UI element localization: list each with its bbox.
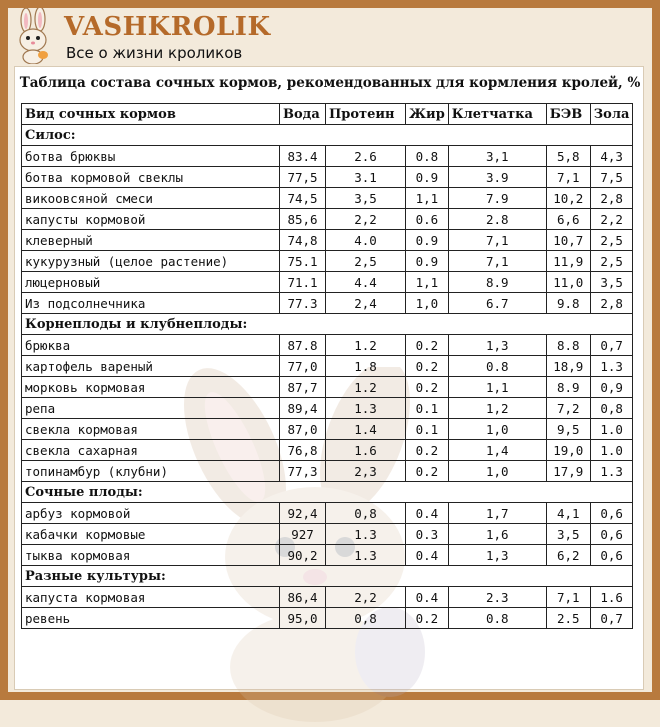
value-cell: 0.6 bbox=[406, 209, 449, 230]
value-cell: 0.2 bbox=[406, 335, 449, 356]
feed-name-cell: викоовсяной смеси bbox=[22, 188, 280, 209]
value-cell: 77,5 bbox=[280, 167, 326, 188]
table-row bbox=[22, 398, 633, 419]
feed-name-cell: ботва брюквы bbox=[22, 146, 280, 167]
value-cell: 7,2 bbox=[546, 398, 590, 419]
value-cell: 0.8 bbox=[448, 356, 546, 377]
value-cell: 1.4 bbox=[326, 419, 406, 440]
value-cell: 95,0 bbox=[280, 608, 326, 629]
value-cell: 74,5 bbox=[280, 188, 326, 209]
value-cell: 1,2 bbox=[448, 398, 546, 419]
table-row bbox=[22, 545, 633, 566]
value-cell: 2,5 bbox=[590, 230, 633, 251]
feed-name-cell: арбуз кормовой bbox=[22, 503, 280, 524]
value-cell: 1,0 bbox=[448, 461, 546, 482]
value-cell: 4.4 bbox=[326, 272, 406, 293]
value-cell: 3.9 bbox=[448, 167, 546, 188]
feed-name-cell: ревень bbox=[22, 608, 280, 629]
value-cell: 0.8 bbox=[448, 608, 546, 629]
value-cell: 7,1 bbox=[546, 167, 590, 188]
value-cell: 2.3 bbox=[448, 587, 546, 608]
bunny-logo-icon[interactable] bbox=[10, 8, 58, 64]
value-cell: 10,7 bbox=[546, 230, 590, 251]
value-cell: 0.4 bbox=[406, 545, 449, 566]
value-cell: 1,7 bbox=[448, 503, 546, 524]
value-cell: 0,8 bbox=[326, 503, 406, 524]
value-cell: 1.8 bbox=[326, 356, 406, 377]
value-cell: 0.8 bbox=[406, 146, 449, 167]
value-cell: 1.3 bbox=[590, 356, 633, 377]
table-row bbox=[22, 293, 633, 314]
value-cell: 3.1 bbox=[326, 167, 406, 188]
value-cell: 7,1 bbox=[448, 230, 546, 251]
value-cell: 77,0 bbox=[280, 356, 326, 377]
table-row bbox=[22, 440, 633, 461]
value-cell: 0,7 bbox=[590, 608, 633, 629]
feed-name-cell: тыква кормовая bbox=[22, 545, 280, 566]
value-cell: 3,5 bbox=[326, 188, 406, 209]
value-cell: 1.3 bbox=[590, 461, 633, 482]
feed-name-cell: люцерновый bbox=[22, 272, 280, 293]
value-cell: 2,2 bbox=[590, 209, 633, 230]
feed-name-cell: репа bbox=[22, 398, 280, 419]
table-header-row bbox=[22, 104, 633, 125]
feed-name-cell: картофель вареный bbox=[22, 356, 280, 377]
value-cell: 9,5 bbox=[546, 419, 590, 440]
value-cell: 74,8 bbox=[280, 230, 326, 251]
table-row bbox=[22, 419, 633, 440]
table-row bbox=[22, 335, 633, 356]
section-heading: Корнеплоды и клубнеплоды: bbox=[22, 314, 633, 335]
value-cell: 6,2 bbox=[546, 545, 590, 566]
value-cell: 87,0 bbox=[280, 419, 326, 440]
table-row bbox=[22, 146, 633, 167]
value-cell: 75.1 bbox=[280, 251, 326, 272]
table-row bbox=[22, 524, 633, 545]
value-cell: 2,2 bbox=[326, 209, 406, 230]
value-cell: 1.0 bbox=[590, 440, 633, 461]
value-cell: 1,1 bbox=[448, 377, 546, 398]
feed-name-cell: морковь кормовая bbox=[22, 377, 280, 398]
value-cell: 11,9 bbox=[546, 251, 590, 272]
feed-name-cell: клеверный bbox=[22, 230, 280, 251]
section-heading: Силос: bbox=[22, 125, 633, 146]
value-cell: 0,6 bbox=[590, 524, 633, 545]
value-cell: 1.2 bbox=[326, 377, 406, 398]
value-cell: 4,3 bbox=[590, 146, 633, 167]
table-body bbox=[22, 104, 633, 629]
value-cell: 1,6 bbox=[448, 524, 546, 545]
feed-name-cell: свекла сахарная bbox=[22, 440, 280, 461]
value-cell: 7.9 bbox=[448, 188, 546, 209]
table-row bbox=[22, 188, 633, 209]
value-cell: 2,3 bbox=[326, 461, 406, 482]
value-cell: 0.3 bbox=[406, 524, 449, 545]
site-header bbox=[8, 8, 652, 64]
feed-name-cell: свекла кормовая bbox=[22, 419, 280, 440]
column-header: Зола bbox=[590, 104, 633, 125]
value-cell: 17,9 bbox=[546, 461, 590, 482]
column-header: Клетчатка bbox=[448, 104, 546, 125]
value-cell: 1,0 bbox=[448, 419, 546, 440]
value-cell: 8.9 bbox=[546, 377, 590, 398]
value-cell: 0,6 bbox=[590, 545, 633, 566]
value-cell: 77,3 bbox=[280, 461, 326, 482]
value-cell: 0.2 bbox=[406, 461, 449, 482]
value-cell: 0.2 bbox=[406, 356, 449, 377]
value-cell: 2.8 bbox=[448, 209, 546, 230]
value-cell: 90,2 bbox=[280, 545, 326, 566]
value-cell: 7,5 bbox=[590, 167, 633, 188]
value-cell: 10,2 bbox=[546, 188, 590, 209]
value-cell: 87.8 bbox=[280, 335, 326, 356]
feed-name-cell: топинамбур (клубни) bbox=[22, 461, 280, 482]
feed-name-cell: кукурузный (целое растение) bbox=[22, 251, 280, 272]
content-card bbox=[14, 66, 644, 690]
section-row bbox=[22, 482, 633, 503]
site-tagline: Все о жизни кроликов bbox=[66, 44, 243, 62]
value-cell: 2,5 bbox=[326, 251, 406, 272]
value-cell: 0,8 bbox=[590, 398, 633, 419]
value-cell: 2,2 bbox=[326, 587, 406, 608]
feed-name-cell: ботва кормовой свеклы bbox=[22, 167, 280, 188]
value-cell: 3,5 bbox=[590, 272, 633, 293]
value-cell: 0,7 bbox=[590, 335, 633, 356]
value-cell: 2,5 bbox=[590, 251, 633, 272]
value-cell: 1.3 bbox=[326, 398, 406, 419]
table-row bbox=[22, 587, 633, 608]
value-cell: 2.5 bbox=[546, 608, 590, 629]
value-cell: 2,8 bbox=[590, 188, 633, 209]
brand-name[interactable]: VASHKROLIK bbox=[64, 12, 271, 42]
section-heading: Сочные плоды: bbox=[22, 482, 633, 503]
column-header: Вода bbox=[280, 104, 326, 125]
value-cell: 6,6 bbox=[546, 209, 590, 230]
table-row bbox=[22, 377, 633, 398]
table-row bbox=[22, 503, 633, 524]
value-cell: 1,1 bbox=[406, 272, 449, 293]
value-cell: 18,9 bbox=[546, 356, 590, 377]
value-cell: 1.3 bbox=[326, 524, 406, 545]
value-cell: 1,4 bbox=[448, 440, 546, 461]
value-cell: 11,0 bbox=[546, 272, 590, 293]
value-cell: 7,1 bbox=[448, 251, 546, 272]
value-cell: 0.1 bbox=[406, 419, 449, 440]
column-header: БЭВ bbox=[546, 104, 590, 125]
value-cell: 1.0 bbox=[590, 419, 633, 440]
value-cell: 92,4 bbox=[280, 503, 326, 524]
value-cell: 87,7 bbox=[280, 377, 326, 398]
table-title: Таблица состава сочных кормов, рекомендованных для кормления кролей, % bbox=[19, 75, 641, 91]
value-cell: 4,1 bbox=[546, 503, 590, 524]
value-cell: 1.2 bbox=[326, 335, 406, 356]
value-cell: 1,3 bbox=[448, 545, 546, 566]
value-cell: 83.4 bbox=[280, 146, 326, 167]
value-cell: 1,1 bbox=[406, 188, 449, 209]
value-cell: 0.9 bbox=[406, 167, 449, 188]
value-cell: 0.2 bbox=[406, 377, 449, 398]
value-cell: 1,0 bbox=[406, 293, 449, 314]
value-cell: 85,6 bbox=[280, 209, 326, 230]
column-header: Жир bbox=[406, 104, 449, 125]
value-cell: 86,4 bbox=[280, 587, 326, 608]
value-cell: 1.6 bbox=[590, 587, 633, 608]
value-cell: 1.3 bbox=[326, 545, 406, 566]
table-row bbox=[22, 167, 633, 188]
feed-name-cell: кабачки кормовые bbox=[22, 524, 280, 545]
value-cell: 0.9 bbox=[406, 230, 449, 251]
column-header: Вид сочных кормов bbox=[22, 104, 280, 125]
value-cell: 2,4 bbox=[326, 293, 406, 314]
feed-composition-table bbox=[21, 103, 633, 629]
feed-name-cell: Из подсолнечника bbox=[22, 293, 280, 314]
value-cell: 5,8 bbox=[546, 146, 590, 167]
value-cell: 77.3 bbox=[280, 293, 326, 314]
column-header: Протеин bbox=[326, 104, 406, 125]
value-cell: 1.6 bbox=[326, 440, 406, 461]
value-cell: 0,9 bbox=[590, 377, 633, 398]
section-row bbox=[22, 566, 633, 587]
value-cell: 6.7 bbox=[448, 293, 546, 314]
table-row bbox=[22, 356, 633, 377]
value-cell: 0.4 bbox=[406, 587, 449, 608]
table-row bbox=[22, 272, 633, 293]
feed-name-cell: капуста кормовая bbox=[22, 587, 280, 608]
value-cell: 927 bbox=[280, 524, 326, 545]
value-cell: 9.8 bbox=[546, 293, 590, 314]
section-heading: Разные культуры: bbox=[22, 566, 633, 587]
value-cell: 8.9 bbox=[448, 272, 546, 293]
table-row bbox=[22, 209, 633, 230]
feed-name-cell: капусты кормовой bbox=[22, 209, 280, 230]
table-row bbox=[22, 608, 633, 629]
value-cell: 89,4 bbox=[280, 398, 326, 419]
value-cell: 76,8 bbox=[280, 440, 326, 461]
value-cell: 1,3 bbox=[448, 335, 546, 356]
table-row bbox=[22, 230, 633, 251]
table-row bbox=[22, 461, 633, 482]
section-row bbox=[22, 125, 633, 146]
table-row bbox=[22, 251, 633, 272]
value-cell: 0,8 bbox=[326, 608, 406, 629]
value-cell: 2,8 bbox=[590, 293, 633, 314]
value-cell: 2.6 bbox=[326, 146, 406, 167]
value-cell: 0,6 bbox=[590, 503, 633, 524]
value-cell: 19,0 bbox=[546, 440, 590, 461]
feed-name-cell: брюква bbox=[22, 335, 280, 356]
value-cell: 7,1 bbox=[546, 587, 590, 608]
value-cell: 3,5 bbox=[546, 524, 590, 545]
value-cell: 0.1 bbox=[406, 398, 449, 419]
value-cell: 0.2 bbox=[406, 440, 449, 461]
value-cell: 4.0 bbox=[326, 230, 406, 251]
section-row bbox=[22, 314, 633, 335]
value-cell: 3,1 bbox=[448, 146, 546, 167]
value-cell: 8.8 bbox=[546, 335, 590, 356]
value-cell: 0.2 bbox=[406, 608, 449, 629]
value-cell: 0.9 bbox=[406, 251, 449, 272]
value-cell: 71.1 bbox=[280, 272, 326, 293]
value-cell: 0.4 bbox=[406, 503, 449, 524]
